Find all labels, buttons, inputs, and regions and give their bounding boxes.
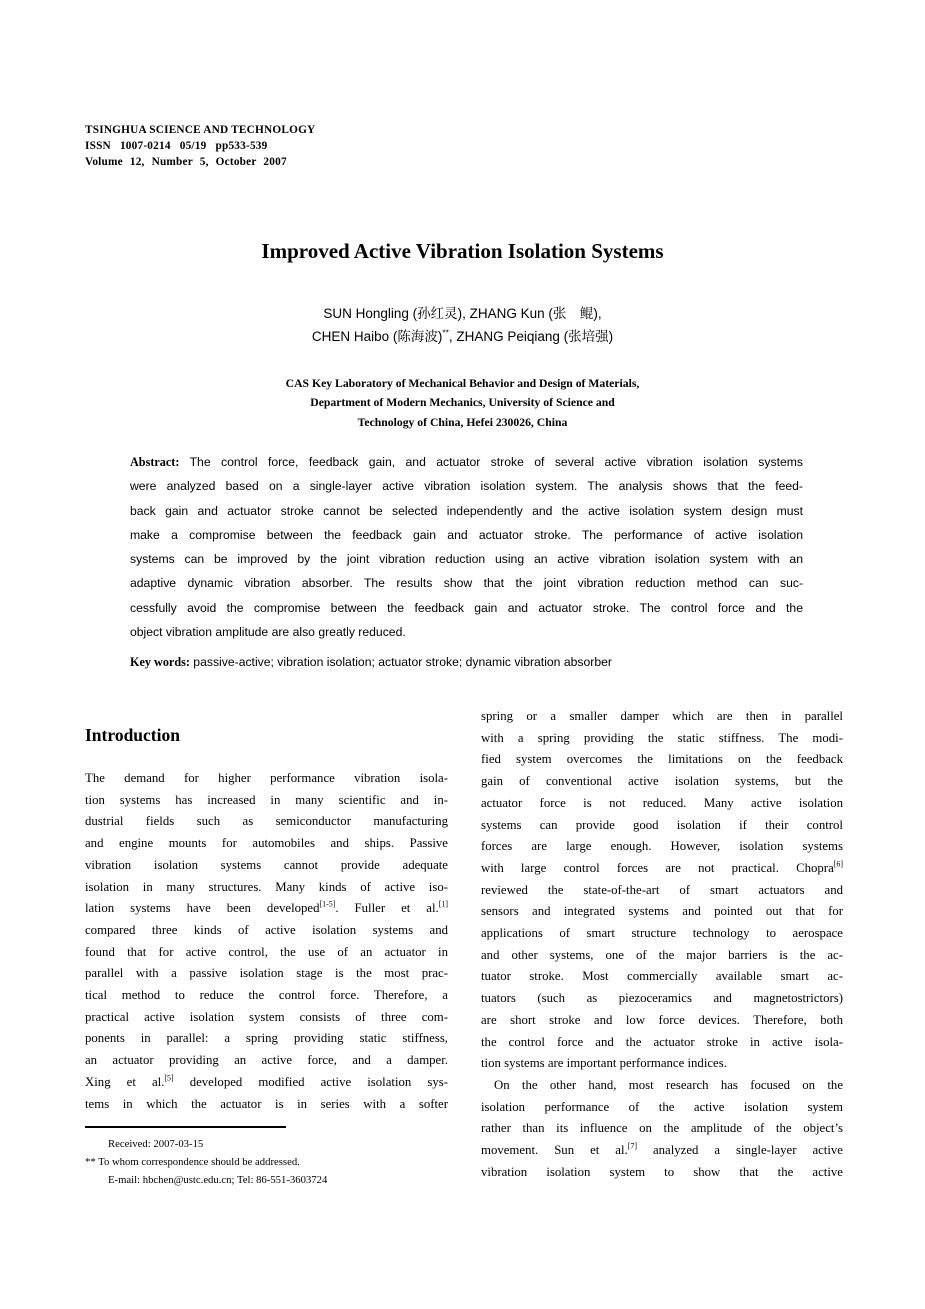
footnote-block (85, 1126, 448, 1190)
text-line: the control force and the actuator stroke in active isola- (481, 1034, 843, 1049)
paper-title: Improved Active Vibration Isolation Systems (261, 239, 664, 263)
footnote-contact: E-mail: hbchen@ustc.edu.cn; Tel: 86-551-3603724 (108, 1174, 328, 1187)
affiliation-line-1: CAS Key Laboratory of Mechanical Behavior and Design of Materials, (285, 377, 640, 390)
text-line: applications of smart structure technology to aerospace (481, 926, 843, 941)
left-column (85, 711, 448, 1115)
text-line: systems can provide good isolation if their control (481, 817, 843, 832)
authors-block (0, 303, 925, 348)
introduction-heading: Introduction (85, 725, 180, 745)
text-line: back gain and actuator stroke cannot be selected independently and the active isolation system design must (130, 503, 803, 518)
inline-label: Abstract: (130, 455, 180, 469)
superscript: [6] (833, 859, 843, 869)
intro-paragraph-2 (481, 706, 843, 1075)
text-line: make a compromise between the feedback gain and actuator stroke. The performance of active isolation (130, 527, 803, 542)
text-line: lation systems have been developed[1-5]. Fuller et al.[1] (85, 899, 448, 916)
superscript: [1-5] (319, 899, 336, 909)
text-line: tems in which the actuator is in series with a softer (85, 1096, 448, 1111)
text-line: systems can be improved by the joint vibration reduction using an active vibration isolation system with an (130, 552, 803, 567)
authors-line-2: CHEN Haibo (陈海波)**, ZHANG Peiqiang (张培强) (311, 327, 614, 344)
text-line: movement. Sun et al.[7] analyzed a single-layer active (481, 1141, 843, 1158)
text-line: isolation performance of the active isolation system (481, 1099, 843, 1114)
text-line: On the other hand, most research has focused on the (494, 1077, 843, 1092)
text-line: sensors and integrated systems and pointed out that for (481, 904, 843, 919)
text-line: rather than its influence on the amplitude of the object’s (481, 1121, 843, 1136)
text-line: forces are large enough. However, isolation systems (481, 839, 843, 854)
text-line: an actuator providing an active force, and a damper. (85, 1053, 448, 1068)
text-line: and engine mounts for automobiles and ships. Passive (85, 836, 448, 851)
affiliation-block (0, 374, 925, 432)
authors-line-1: SUN Hongling (孙红灵), ZHANG Kun (张 鲲), (323, 306, 602, 321)
text-line: compared three kinds of active isolation systems and (85, 922, 448, 937)
superscript: [1] (438, 899, 448, 909)
text-line: dustrial fields such as semiconductor manufacturing (85, 814, 448, 829)
text-line: tion systems are important performance indices. (481, 1056, 727, 1071)
superscript: [5] (164, 1073, 174, 1083)
superscript: [7] (627, 1141, 637, 1151)
text-line: were analyzed based on a single-layer active vibration isolation system. The analysis shows that the feed- (130, 479, 803, 494)
text-line: Abstract: The control force, feedback gain, and actuator stroke of several active vibration isolation systems (130, 455, 803, 469)
text-line: with a spring providing the static stiffness. The modi- (481, 730, 843, 745)
journal-name: TSINGHUA SCIENCE AND TECHNOLOGY (85, 124, 316, 136)
footnote-rule (85, 1126, 286, 1128)
text-line: actuator force is not reduced. Many active isolation (481, 795, 843, 810)
text-line: object vibration amplitude are also greatly reduced. (130, 625, 406, 640)
text-line: The demand for higher performance vibration isola- (85, 771, 448, 785)
footnote-received: Received: 2007-03-15 (108, 1138, 204, 1150)
text-line: fied system overcomes the limitations on the feedback (481, 752, 843, 767)
text-line: reviewed the state-of-the-art of smart actuators and (481, 882, 843, 897)
text-line: tion systems has increased in many scientific and in- (85, 792, 448, 807)
text-line: adaptive dynamic vibration absorber. The results show that the joint vibration reduction method can suc- (130, 576, 803, 591)
inline-label: Key words: (130, 655, 190, 669)
text-line: cessfully avoid the compromise between the feedback gain and actuator stroke. The control force and the (130, 600, 803, 615)
text-line: gain of conventional active isolation systems, but the (481, 774, 843, 789)
intro-paragraph-3 (481, 1075, 843, 1184)
affiliation-line-3: Technology of China, Hefei 230026, China (357, 415, 568, 429)
text-line: vibration isolation systems cannot provide adequate (85, 857, 448, 872)
text-line: found that for active control, the use of an actuator in (85, 944, 448, 959)
intro-paragraph-1 (85, 768, 448, 1115)
affiliation-line-2: Department of Modern Mechanics, University of Science and (310, 396, 615, 410)
superscript: ** (442, 327, 449, 337)
text-line: tical method to reduce the control force. Therefore, a (85, 988, 448, 1003)
text-line: and other systems, one of the major barriers is the ac- (481, 947, 843, 962)
text-line: vibration isolation system to show that the active (481, 1164, 843, 1179)
text-line: are short stroke and low force devices. Therefore, both (481, 1012, 843, 1027)
footnote-correspondence: ** To whom correspondence should be addressed. (85, 1156, 300, 1169)
text-line: tuators (such as piezoceramics and magnetostrictors) (481, 991, 843, 1006)
journal-issn-line: ISSN 1007-0214 05/19 pp533-539 (85, 140, 268, 152)
abstract-block (130, 450, 803, 644)
keywords-line: Key words: passive-active; vibration isolation; actuator stroke; dynamic vibration absorber (130, 655, 612, 669)
text-line: practical active isolation system consists of three com- (85, 1009, 448, 1024)
journal-header (85, 122, 315, 170)
text-line: with large control forces are not practical. Chopra[6] (481, 859, 843, 875)
text-line: tuator stroke. Most commercially available smart ac- (481, 969, 843, 984)
right-column (481, 706, 843, 1183)
text-line: spring or a smaller damper which are then in parallel (481, 709, 843, 723)
text-line: parallel with a passive isolation stage is the most prac- (85, 966, 448, 981)
text-line: isolation in many structures. Many kinds of active iso- (85, 879, 448, 894)
journal-volume-line: Volume 12, Number 5, October 2007 (85, 156, 287, 168)
text-line: Xing et al.[5] developed modified active isolation sys- (85, 1073, 448, 1089)
text-line: ponents in parallel: a spring providing static stiffness, (85, 1031, 448, 1046)
